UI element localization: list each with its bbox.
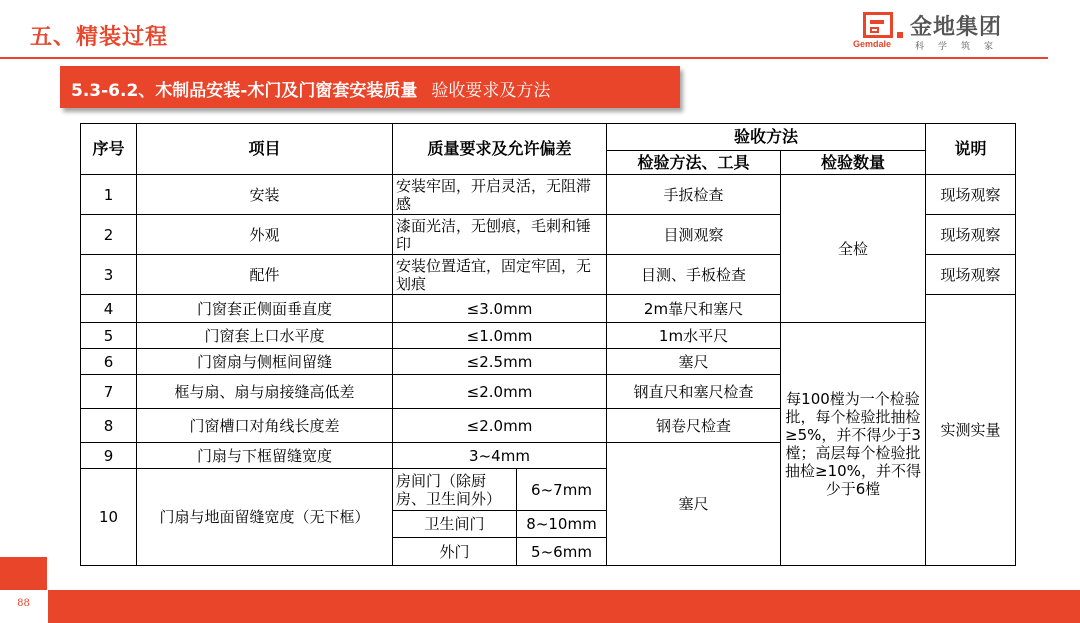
row-quality: 安装牢固，开启灵活，无阻滞感: [393, 175, 607, 215]
row-quality: 安装位置适宜，固定牢固，无划痕: [393, 255, 607, 295]
footer-bar: [48, 590, 1080, 623]
row-method: 钢直尺和塞尺检查: [607, 375, 781, 409]
header-no: 序号: [81, 124, 137, 175]
page-number: 88: [17, 598, 30, 609]
sub-gap-value: 6~7mm: [517, 469, 607, 511]
row-quality: ≤2.0mm: [393, 375, 607, 409]
header-item: 项目: [137, 124, 393, 175]
row-item: 配件: [137, 255, 393, 295]
header-method-group: 验收方法: [607, 124, 926, 151]
sub-gap-value: 8~10mm: [517, 511, 607, 538]
full-check-cell: 全检: [781, 175, 926, 323]
gap-method-cell: 塞尺: [607, 443, 781, 566]
sub-gap-value: 5~6mm: [517, 538, 607, 566]
row-method: 塞尺: [607, 349, 781, 375]
row-item: 门窗扇与侧框间留缝: [137, 349, 393, 375]
header-method: 检验方法、工具: [607, 151, 781, 175]
row-no: 1: [81, 175, 137, 215]
row-no: 7: [81, 375, 137, 409]
row-note: 现场观察: [926, 215, 1016, 255]
row-method: 钢卷尺检查: [607, 409, 781, 443]
section-banner: [60, 66, 680, 108]
row-method: 2m靠尺和塞尺: [607, 295, 781, 323]
row-method: 目测观察: [607, 215, 781, 255]
row-note: 现场观察: [926, 255, 1016, 295]
footer-page-box: [0, 557, 47, 590]
sub-door-type: 房间门（除厨房、卫生间外）: [393, 469, 517, 511]
page-title: 五、精装过程: [30, 25, 169, 50]
logo-mark-icon: [863, 12, 893, 38]
row-no: 9: [81, 443, 137, 469]
row-item: 门窗槽口对角线长度差: [137, 409, 393, 443]
measure-note-cell: 实测实量: [926, 295, 1016, 566]
header-quantity: 检验数量: [781, 151, 926, 175]
section-title: 5.3-6.2、木制品安装-木门及门窗套安装质量: [71, 81, 418, 101]
row-item: 安装: [137, 175, 393, 215]
row-item: 门窗套正侧面垂直度: [137, 295, 393, 323]
row-no: 2: [81, 215, 137, 255]
row-quality: ≤2.0mm: [393, 409, 607, 443]
row-quality: ≤1.0mm: [393, 323, 607, 349]
row-item: 门扇与地面留缝宽度（无下框）: [137, 469, 393, 566]
logo-tagline: 科学筑家: [915, 42, 1008, 52]
sampling-cell: 每100樘为一个检验批，每个检验批抽检≥5%，并不得少于3樘；高层每个检验批抽检≥10%，并不得少于6樘: [781, 323, 926, 566]
row-note: 现场观察: [926, 175, 1016, 215]
row-no: 8: [81, 409, 137, 443]
row-no: 6: [81, 349, 137, 375]
row-no: 5: [81, 323, 137, 349]
row-item: 框与扇、扇与扇接缝高低差: [137, 375, 393, 409]
row-no: 10: [81, 469, 137, 566]
row-quality: 漆面光洁，无刨痕，毛刺和锤印: [393, 215, 607, 255]
header-quality: 质量要求及允许偏差: [393, 124, 607, 175]
row-item: 门扇与下框留缝宽度: [137, 443, 393, 469]
header-rule: [0, 57, 1048, 59]
row-no: 3: [81, 255, 137, 295]
row-method: 手扳检查: [607, 175, 781, 215]
row-quality: 3~4mm: [393, 443, 607, 469]
logo-name-en: Gemdale: [853, 39, 892, 49]
company-logo: [855, 10, 1045, 52]
logo-name-cn: 金地集团: [910, 15, 1003, 40]
row-quality: ≤3.0mm: [393, 295, 607, 323]
row-method: 目测、手板检查: [607, 255, 781, 295]
row-no: 4: [81, 295, 137, 323]
sub-door-type: 外门: [393, 538, 517, 566]
sub-door-type: 卫生间门: [393, 511, 517, 538]
acceptance-table: [80, 123, 1016, 566]
row-method: 1m水平尺: [607, 323, 781, 349]
header-note: 说明: [926, 124, 1016, 175]
logo-dot-icon: [897, 32, 903, 38]
row-item: 外观: [137, 215, 393, 255]
row-quality: ≤2.5mm: [393, 349, 607, 375]
row-item: 门窗套上口水平度: [137, 323, 393, 349]
section-subtitle: 验收要求及方法: [431, 81, 551, 101]
